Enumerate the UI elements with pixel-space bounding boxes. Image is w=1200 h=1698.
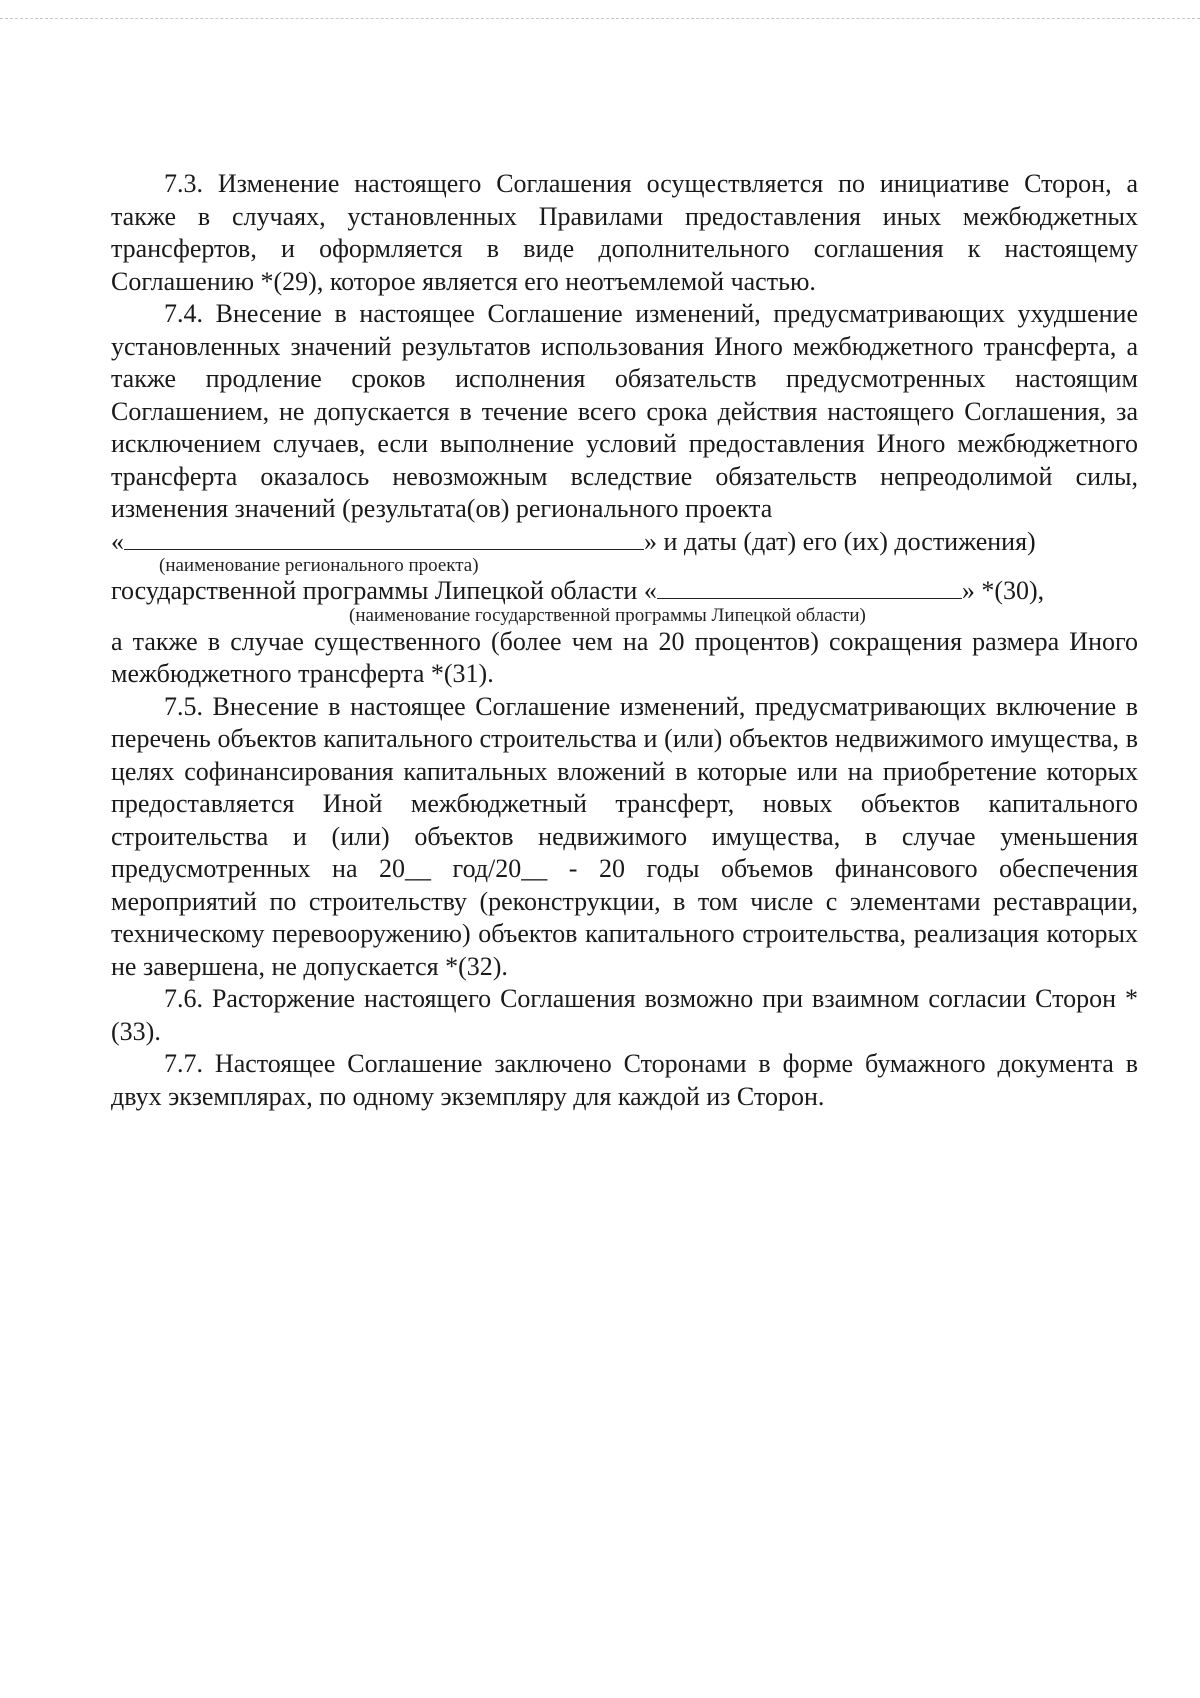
- paragraph-7-3: 7.3. Изменение настоящего Соглашения осуществляется по инициативе Сторон, а также в случаях, установленных Правилами предоставления иных межбюджетных трансфертов, и оформляется в виде дополнительного соглашения к настоящему Соглашению *(29), которое является его неотъемлемой частью.: [111, 169, 1138, 296]
- state-program-text: государственной программы Липецкой области «: [111, 576, 657, 605]
- state-program-tail: » *(30),: [961, 576, 1045, 605]
- regional-project-caption: (наименование регионального проекта): [159, 555, 479, 576]
- state-program-line: [111, 575, 1138, 608]
- paragraph-7-6: 7.6. Расторжение настоящего Соглашения возможно при взаимном согласии Сторон *(33).: [111, 984, 1138, 1046]
- paragraph-7-4-part2: а также в случае существенного (более чем на 20 процентов) сокращения размера Иного межбюджетного трансферта *(31).: [111, 626, 1138, 688]
- paragraph-7-5: 7.5. Внесение в настоящее Соглашение изменений, предусматривающих включение в перечень объектов капитального строительства и (или) объектов недвижимого имущества, в целях софинансирования капитальных вложений в которые или на приобретение которых предоставляется Иной межбюджетный трансферт, новых объектов капитального строительства и (или) объектов недвижимого имущества, в случае уменьшения предусмотренных на 20__ год/20__ - 20 годы объемов финансового обеспечения мероприятий по строительству (реконструкции, в том числе с элементами реставрации, техническому перевооружению) объектов капитального строительства, реализация которых не завершена, не допускается *(32).: [111, 691, 1138, 981]
- open-quote: «: [111, 526, 124, 556]
- regional-project-line-tail: » и даты (дат) его (их) достижения): [644, 526, 1036, 556]
- regional-project-line: [111, 526, 1138, 559]
- state-program-blank: [657, 576, 962, 599]
- paragraph-7-4-part1: 7.4. Внесение в настоящее Соглашение изменений, предусматривающих ухудшение установленных значений результатов использования Иного межбюджетного трансферта, а также продление сроков исполнения обязательств предусмотренных настоящим Соглашением, не допускается в течение всего срока действия настоящего Соглашения, за исключением случаев, если выполнение условий предоставления Иного межбюджетного трансферта оказалось невозможным вследствие обязательств непреодолимой силы, изменения значений (результата(ов) регионального проекта: [111, 299, 1138, 523]
- state-program-caption: (наименование государственной программы Липецкой области): [349, 604, 866, 626]
- paragraph-7-7: 7.7. Настоящее Соглашение заключено Сторонами в форме бумажного документа в двух экземплярах, по одному экземпляру для каждой из Сторон.: [111, 1049, 1138, 1111]
- scan-edge-line: [0, 18, 1200, 19]
- document-body: [111, 168, 1138, 1113]
- regional-project-blank: [124, 527, 644, 550]
